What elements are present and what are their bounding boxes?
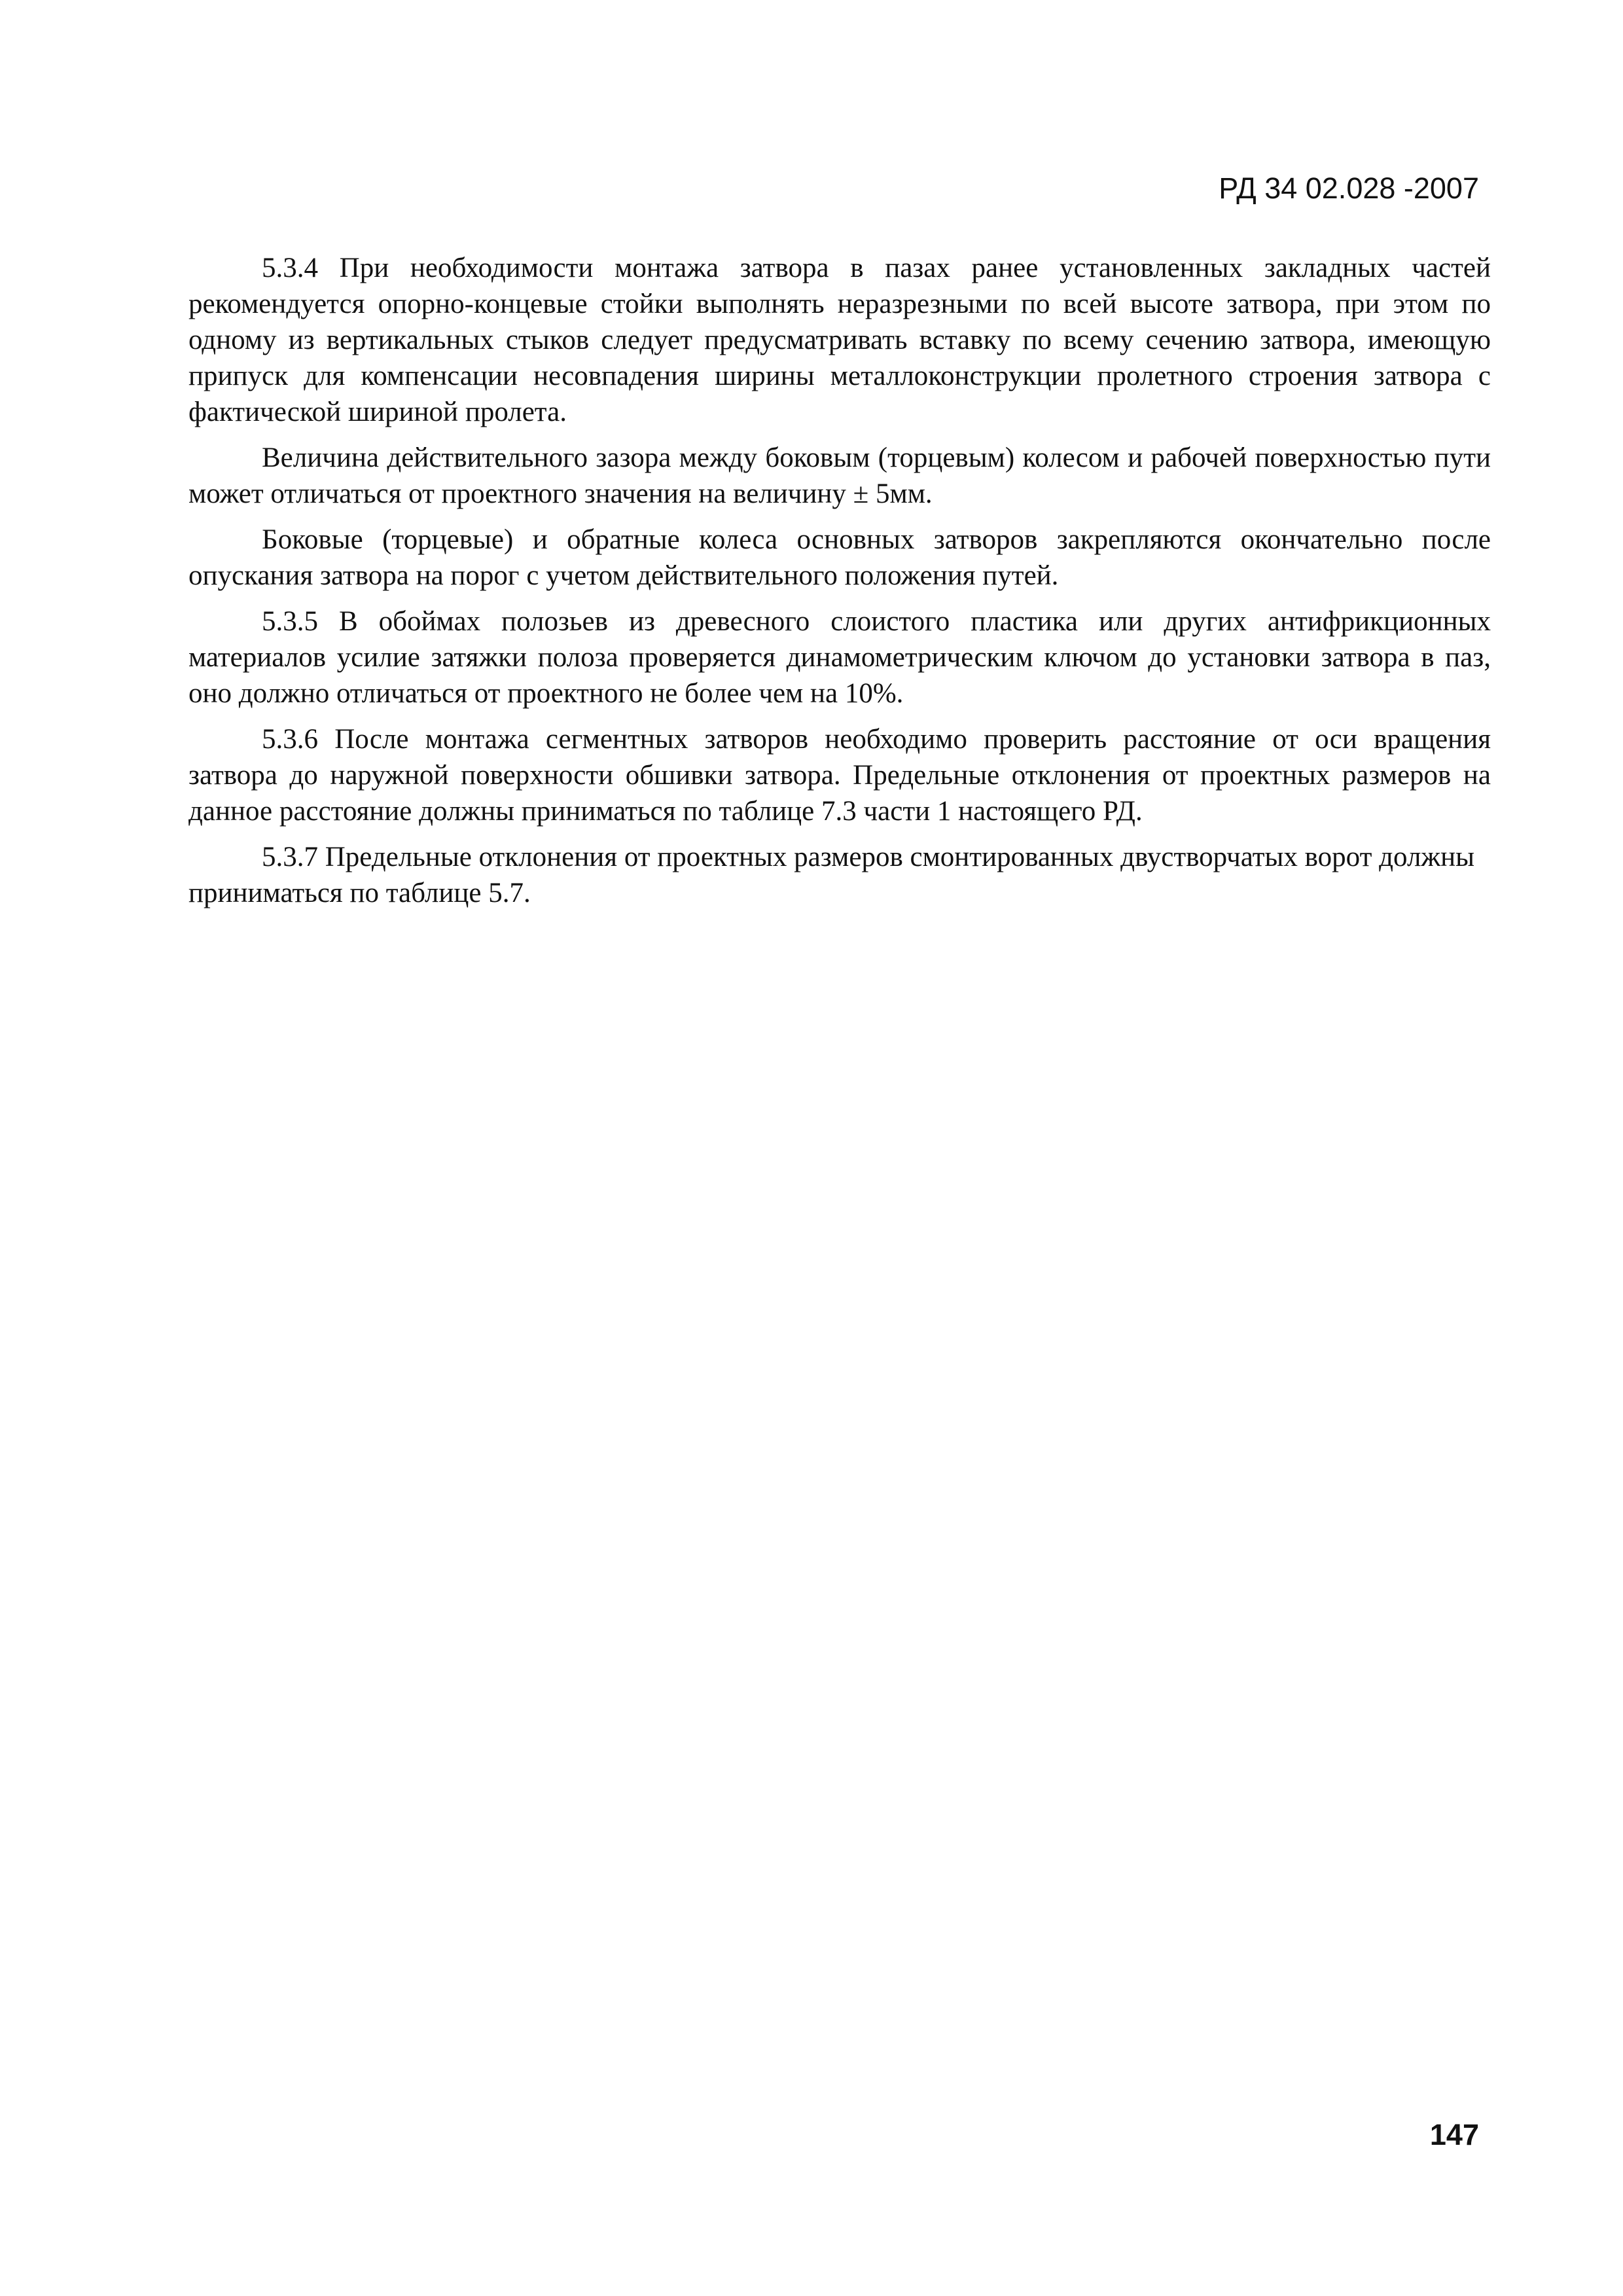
paragraph-5-3-6: 5.3.6 После монтажа сегментных затворов необходимо проверить расстояние от оси вращения затвора до наружной поверхности обшивки затвора. Предельные отклонения от проектных размеров на данное расстояние должны приниматься по таблице 7.3 части 1 настоящего РД. [188,724,1491,827]
document-body [188,250,1491,921]
paragraph-gap-tolerance: Величина действительного зазора между боковым (торцевым) колесом и рабочей поверхностью пути может отличаться от проектного значения на величину ± 5мм. [188,442,1491,509]
paragraph-wheels-fixing: Боковые (торцевые) и обратные колеса основных затворов закрепляются окончательно после опускания затвора на порог с учетом действительного положения путей. [188,524,1491,591]
document-code: РД 34 02.028 -2007 [1219,171,1479,205]
paragraph-5-3-7: 5.3.7 Предельные отклонения от проектных размеров смонтированных двустворчатых ворот должны приниматься по таблице 5.7. [188,842,1475,908]
paragraph-5-3-5: 5.3.5 В обоймах полозьев из древесного слоистого пластика или других антифрикционных материалов усилие затяжки полоза проверяется динамометрическим ключом до установки затвора в паз, оно должно отличаться от проектного не более чем на 10%. [188,606,1491,709]
page-number: 147 [1429,2118,1479,2151]
paragraph-5-3-4: 5.3.4 При необходимости монтажа затвора в пазах ранее установленных закладных частей рекомендуется опорно-концевые стойки выполнять неразрезными по всей высоте затвора, при этом по одному из вертикальных стыков следует предусматривать вставку по всему сечению затвора, имеющую припуск для компенсации несовпадения ширины металлоконструкции пролетного строения затвора с фактической шириной пролета. [188,253,1491,427]
